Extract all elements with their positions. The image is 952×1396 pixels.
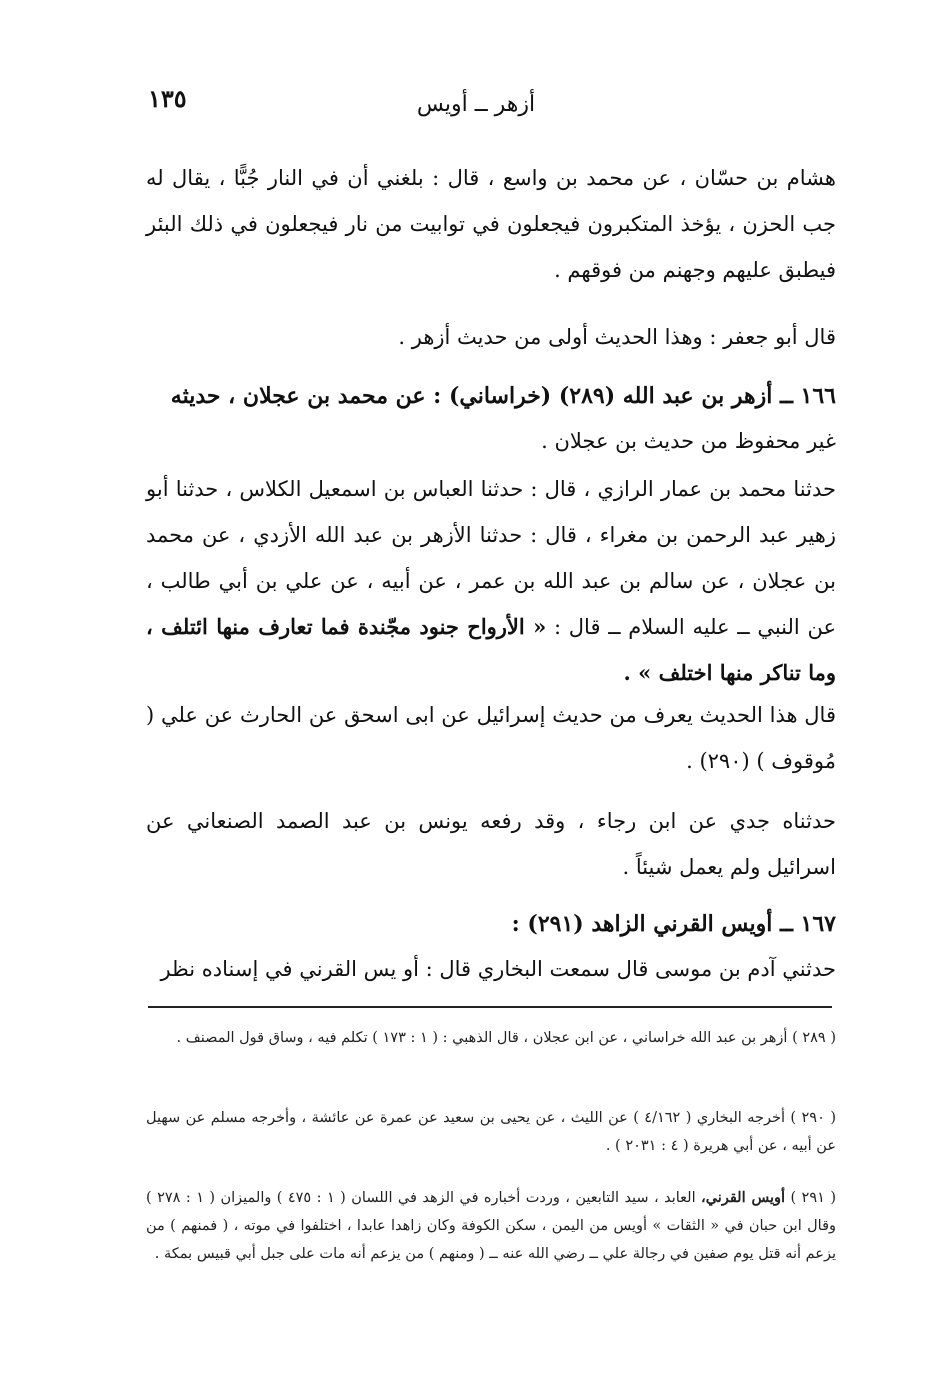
paragraph-isnad-chain	[146, 466, 836, 696]
paragraph-yunus: حدثناه جدي عن ابن رجاء ، وقد رفعه يونس بن عبد الصمد الصنعاني عن اسرائيل ولم يعمل شيئاً .	[146, 809, 836, 879]
footnote-291-name: أويس القرني،	[701, 1189, 786, 1206]
entry-166-continuation: غير محفوظ من حديث بن عجلان .	[541, 429, 836, 453]
footnote-divider	[148, 1006, 832, 1008]
paragraph-israil: قال هذا الحديث يعرف من حديث إسرائيل عن ابى اسحق عن الحارث عن علي ( مُوقوف ) (٢٩٠) .	[146, 703, 836, 773]
hadith-quote: « الأرواح جنود مجّندة فما تعارف منها ائتلف ، وما تناكر منها اختلف » .	[146, 614, 836, 685]
running-title: أزهر ــ أويس	[416, 92, 536, 117]
page-number: ١٣٥	[148, 84, 187, 113]
entry-167-heading: ١٦٧ ــ أويس القرني الزاهد (٢٩١) :	[511, 911, 836, 937]
paragraph-hisham: هشام بن حسّان ، عن محمد بن واسع ، قال : بلغني أن في النار جُبًّا ، يقال له جب الحزن ، يؤخذ المتكبرون فيجعلون في توابيت من نار فيجعلون في ذلك البئر فيطبق عليهم وجهنم من فوقهم .	[146, 166, 836, 282]
footnote-289: ( ٢٨٩ ) أزهر بن عبد الله خراساني ، عن ابن عجلان ، قال الذهبي : ( ١ : ١٧٣ ) تكلم فيه ، وساق قول المصنف .	[176, 1030, 836, 1046]
paragraph-adam: حدثني آدم بن موسى قال سمعت البخاري قال : أو يس القرني في إسناده نظر	[160, 957, 836, 981]
footnote-291-text: العابد ، سيد التابعين ، وردت أخباره في الزهد في اللسان ( ١ : ٤٧٥ ) والميزان ( ١ : ٢٧٨ ) وقال ابن حبان في « الثقات » أويس من اليمن ، سكن الكوفة وكان زاهدا عابدا ، اختلفوا في موته ، ( فمنهم ) من يزعم أنه قتل يوم صفين في رجالة علي ــ رضي الله عنه ــ ( ومنهم ) من يزعم أنه مات على جبل أبي قبيس بمكة .	[146, 1190, 836, 1262]
paragraph-abu-jafar: قال أبو جعفر : وهذا الحديث أولى من حديث أزهر .	[398, 325, 836, 349]
footnote-291	[146, 1184, 836, 1268]
footnote-290: ( ٢٩٠ ) أخرجه البخاري ( ٤/١٦٢ ) عن الليث ، عن يحيى بن سعيد عن عمرة عن عائشة ، وأخرجه مسلم عن سهيل عن أبيه ، عن أبي هريرة ( ٤ : ٢٠٣١ ) .	[146, 1110, 836, 1154]
footnote-291-number: ( ٢٩١ )	[790, 1190, 836, 1206]
entry-166-heading: ١٦٦ ــ أزهر بن عبد الله (٢٨٩) (خراساني) : عن محمد بن عجلان ، حديثه	[170, 383, 836, 409]
isnad-text: حدثنا محمد بن عمار الرازي ، قال : حدثنا العباس بن اسمعيل الكلاس ، حدثنا أبو زهير عبد الرحمن بن مغراء ، قال : حدثنا الأزهر بن عبد الله الأزدي ، عن محمد بن عجلان ، عن سالم بن عبد الله بن عمر ، عن أبيه ، عن علي بن أبي طالب ، عن النبي ــ عليه السلام ــ قال :	[146, 477, 836, 639]
